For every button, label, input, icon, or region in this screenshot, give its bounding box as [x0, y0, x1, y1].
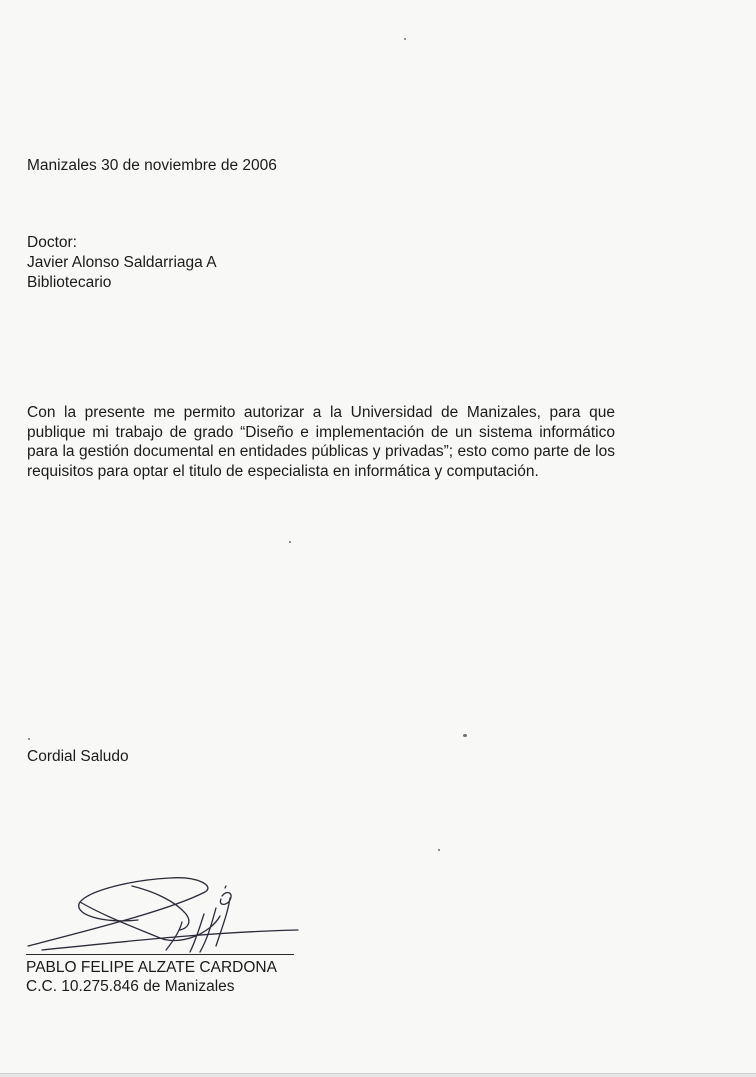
date-line: Manizales 30 de noviembre de 2006 — [27, 157, 277, 174]
signature-icon — [20, 868, 320, 958]
scan-speck — [28, 738, 30, 740]
signature-line — [26, 954, 294, 955]
scan-speck — [404, 38, 406, 40]
signer-block — [26, 958, 277, 996]
signer-id: C.C. 10.275.846 de Manizales — [26, 978, 235, 995]
closing-line: Cordial Saludo — [27, 748, 129, 765]
recipient-title: Bibliotecario — [27, 274, 112, 291]
recipient-name: Javier Alonso Saldarriaga A — [27, 254, 217, 271]
letter-body: Con la presente me permito autorizar a la Universidad de Manizales, para que publique mi trabajo de grado “Diseño e implementación de un sistema informático para la gestión documental en entidades públicas y privadas”; esto como parte de los requisitos para optar el titulo de especialista en informática y computación. — [27, 404, 615, 480]
signer-name: PABLO FELIPE ALZATE CARDONA — [26, 959, 277, 976]
scan-bottom-edge — [0, 1073, 756, 1077]
scan-speck — [463, 734, 467, 737]
scan-speck — [289, 541, 291, 543]
recipient-salutation: Doctor: — [27, 234, 77, 251]
recipient-block — [27, 233, 217, 293]
scan-speck — [438, 849, 440, 851]
